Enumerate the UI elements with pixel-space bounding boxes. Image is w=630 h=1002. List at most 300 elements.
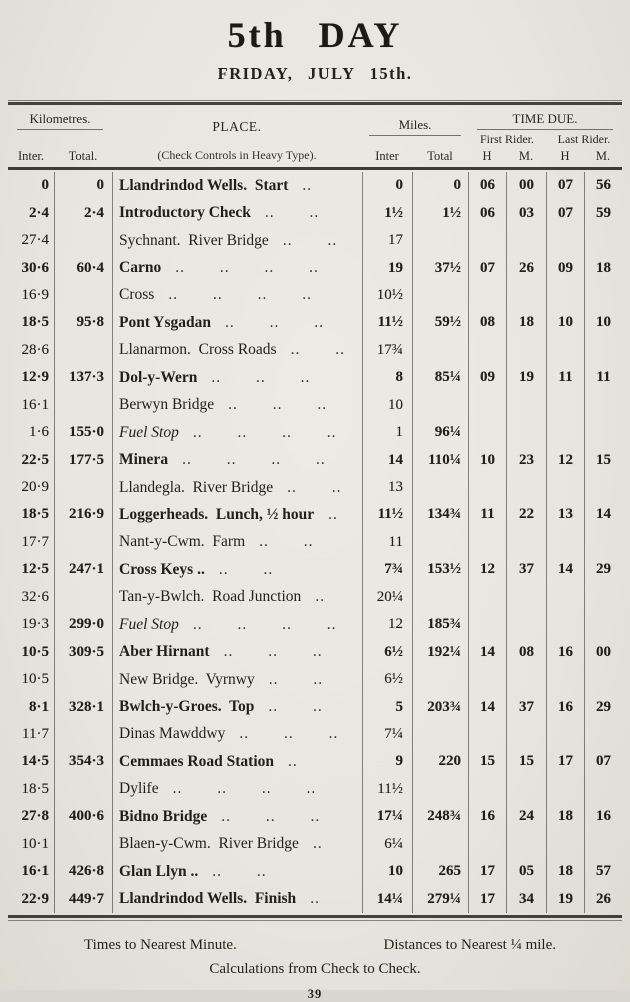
first-rider-hour-cell: 17	[468, 885, 506, 912]
km-total-cell: 177·5	[54, 446, 112, 473]
place-name: Bwlch-y-Groes. Top	[119, 698, 255, 716]
miles-inter-cell: 17¼	[362, 803, 412, 830]
header-km-inter: Inter.	[17, 149, 45, 163]
miles-total-cell: 1½	[412, 199, 468, 226]
last-rider-hour-cell: 19	[546, 885, 584, 912]
km-total-cell	[54, 227, 112, 254]
place-name: Sychnant. River Bridge	[119, 231, 269, 249]
leader-dots: .. ..	[287, 478, 342, 496]
km-inter-cell: 10·5	[21, 643, 49, 660]
miles-inter-cell: 7¾	[362, 556, 412, 583]
km-inter-cell: 12·5	[21, 561, 49, 578]
last-rider-minute-cell	[584, 776, 622, 803]
place-name: Carno	[119, 259, 162, 277]
km-inter-cell: 12·9	[21, 369, 49, 386]
last-rider-minute-cell	[584, 831, 622, 858]
km-inter-cell: 8·1	[28, 698, 49, 715]
leader-dots: .. .. ..	[225, 313, 325, 331]
leader-dots: ..	[288, 752, 298, 770]
last-rider-minute-cell	[584, 419, 622, 446]
place-name: Berwyn Bridge	[119, 396, 215, 414]
km-inter-cell: 27·4	[21, 232, 49, 249]
km-total-cell: 137·3	[54, 364, 112, 391]
last-rider-minute-cell: 26	[584, 885, 622, 912]
km-inter-cell: 17·7	[21, 533, 49, 550]
miles-inter-cell: 6½	[362, 666, 412, 693]
leader-dots: .. ..	[259, 533, 314, 551]
header-mi-inter: Inter	[375, 149, 399, 163]
first-rider-hour-cell: 10	[468, 446, 506, 473]
header-time-due: TIME DUE.	[512, 111, 578, 126]
last-rider-minute-cell: 18	[584, 254, 622, 281]
last-rider-hour-cell: 09	[546, 254, 584, 281]
leader-dots: .. ..	[212, 862, 267, 880]
last-rider-minute-cell	[584, 337, 622, 364]
place-cell	[112, 199, 362, 226]
leader-dots: .. .. .. ..	[172, 780, 317, 798]
header-place: PLACE.	[212, 119, 262, 134]
miles-total-cell	[412, 529, 468, 556]
first-rider-hour-cell	[468, 584, 506, 611]
place-cell	[112, 666, 362, 693]
place-cell	[112, 364, 362, 391]
place-name: Introductory Check	[119, 204, 251, 222]
km-total-cell	[54, 474, 112, 501]
last-rider-hour-cell	[546, 831, 584, 858]
km-inter-cell: 20·9	[21, 479, 49, 496]
km-inter-cell: 16·1	[21, 863, 49, 880]
table-row	[8, 254, 622, 281]
place-cell	[112, 556, 362, 583]
first-rider-minute-cell: 18	[506, 309, 546, 336]
last-rider-minute-cell	[584, 227, 622, 254]
km-total-cell	[54, 776, 112, 803]
miles-inter-cell: 17¾	[362, 337, 412, 364]
first-rider-hour-cell: 06	[468, 172, 506, 199]
table-row	[8, 392, 622, 419]
first-rider-minute-cell: 03	[506, 199, 546, 226]
last-rider-hour-cell: 16	[546, 638, 584, 665]
place-cell	[112, 529, 362, 556]
miles-total-cell: 85¼	[412, 364, 468, 391]
table-row	[8, 199, 622, 226]
km-total-cell: 155·0	[54, 419, 112, 446]
first-rider-minute-cell	[506, 337, 546, 364]
km-inter-cell: 19·3	[21, 616, 49, 633]
miles-inter-cell: 11½	[362, 776, 412, 803]
leader-dots: .. .. .. ..	[182, 451, 326, 469]
first-rider-minute-cell: 15	[506, 748, 546, 775]
first-rider-hour-cell: 07	[468, 254, 506, 281]
table-row	[8, 803, 622, 830]
header-mi-total: Total	[427, 149, 453, 163]
first-rider-minute-cell: 00	[506, 172, 546, 199]
km-inter-cell: 18·5	[21, 314, 49, 331]
header-kilometres-group	[8, 105, 112, 167]
first-rider-minute-cell	[506, 474, 546, 501]
first-rider-minute-cell: 37	[506, 693, 546, 720]
table-row	[8, 748, 622, 775]
header-km-total: Total.	[68, 149, 98, 163]
header-first-rider-m: M.	[518, 149, 534, 163]
leader-dots: .. ..	[264, 204, 320, 222]
last-rider-hour-cell: 18	[546, 858, 584, 885]
leader-dots: .. .. ..	[239, 725, 339, 743]
miles-total-cell: 192¼	[412, 638, 468, 665]
miles-total-cell	[412, 721, 468, 748]
km-total-cell: 247·1	[54, 556, 112, 583]
last-rider-hour-cell: 17	[546, 748, 584, 775]
first-rider-hour-cell: 15	[468, 748, 506, 775]
last-rider-minute-cell: 15	[584, 446, 622, 473]
table-bottom-rule	[8, 915, 622, 921]
first-rider-hour-cell: 14	[468, 693, 506, 720]
miles-total-cell	[412, 337, 468, 364]
leader-dots: .. .. ..	[211, 368, 311, 386]
km-total-cell: 95·8	[54, 309, 112, 336]
last-rider-minute-cell	[584, 611, 622, 638]
place-name: Cross	[119, 286, 155, 304]
place-name: Cross Keys ..	[119, 560, 205, 578]
km-total-cell: 309·5	[54, 638, 112, 665]
place-cell	[112, 172, 362, 199]
last-rider-hour-cell: 11	[546, 364, 584, 391]
last-rider-minute-cell	[584, 721, 622, 748]
miles-inter-cell: 8	[362, 364, 412, 391]
table-body	[0, 170, 630, 913]
miles-inter-cell: 19	[362, 254, 412, 281]
first-rider-hour-cell	[468, 419, 506, 446]
miles-inter-cell: 6¼	[362, 831, 412, 858]
first-rider-hour-cell: 17	[468, 858, 506, 885]
km-inter-cell: 11·7	[22, 725, 49, 742]
first-rider-minute-cell: 23	[506, 446, 546, 473]
last-rider-minute-cell: 57	[584, 858, 622, 885]
last-rider-hour-cell	[546, 584, 584, 611]
place-cell	[112, 611, 362, 638]
first-rider-hour-cell	[468, 721, 506, 748]
last-rider-hour-cell	[546, 282, 584, 309]
km-inter-cell: 22·5	[21, 451, 49, 468]
last-rider-hour-cell: 13	[546, 501, 584, 528]
last-rider-minute-cell: 00	[584, 638, 622, 665]
first-rider-minute-cell: 22	[506, 501, 546, 528]
first-rider-hour-cell: 08	[468, 309, 506, 336]
first-rider-minute-cell	[506, 776, 546, 803]
header-first-rider-h: H	[482, 149, 492, 163]
miles-total-cell: 265	[412, 858, 468, 885]
miles-total-cell	[412, 776, 468, 803]
first-rider-hour-cell: 12	[468, 556, 506, 583]
last-rider-minute-cell: 11	[584, 364, 622, 391]
place-name: Blaen-y-Cwm. River Bridge	[119, 835, 299, 853]
leader-dots: ..	[312, 835, 323, 853]
place-cell	[112, 858, 362, 885]
miles-total-cell	[412, 584, 468, 611]
page-number: 39	[307, 986, 323, 1001]
last-rider-minute-cell	[584, 666, 622, 693]
table-row	[8, 693, 622, 720]
first-rider-minute-cell	[506, 419, 546, 446]
place-cell	[112, 254, 362, 281]
table-row	[8, 364, 622, 391]
leader-dots: .. .. .. ..	[168, 286, 312, 304]
miles-inter-cell: 7¼	[362, 721, 412, 748]
header-last-rider-m: M.	[595, 149, 611, 163]
first-rider-minute-cell: 19	[506, 364, 546, 391]
place-cell	[112, 748, 362, 775]
place-name: Fuel Stop	[119, 615, 179, 633]
place-name: Llandrindod Wells. Start	[119, 176, 289, 194]
table-row	[8, 309, 622, 336]
last-rider-minute-cell	[584, 282, 622, 309]
place-cell	[112, 776, 362, 803]
leader-dots: ..	[310, 890, 320, 908]
header-place-subnote: (Check Controls in Heavy Type).	[157, 148, 317, 162]
first-rider-hour-cell: 09	[468, 364, 506, 391]
km-total-cell	[54, 666, 112, 693]
first-rider-hour-cell	[468, 392, 506, 419]
table-row	[8, 831, 622, 858]
place-cell	[112, 337, 362, 364]
miles-total-cell	[412, 831, 468, 858]
km-total-cell	[54, 584, 112, 611]
miles-total-cell	[412, 282, 468, 309]
table-row	[8, 556, 622, 583]
miles-inter-cell: 10	[362, 392, 412, 419]
miles-total-cell: 96¼	[412, 419, 468, 446]
miles-inter-cell: 11½	[362, 501, 412, 528]
miles-inter-cell: 11	[362, 529, 412, 556]
miles-total-cell	[412, 474, 468, 501]
miles-total-cell: 0	[412, 172, 468, 199]
place-cell	[112, 721, 362, 748]
miles-inter-cell: 12	[362, 611, 412, 638]
km-total-cell	[54, 831, 112, 858]
leader-dots: .. ..	[268, 698, 323, 716]
last-rider-minute-cell: 07	[584, 748, 622, 775]
last-rider-hour-cell: 16	[546, 693, 584, 720]
first-rider-minute-cell	[506, 282, 546, 309]
place-name: Dylife	[119, 780, 159, 798]
last-rider-hour-cell: 07	[546, 199, 584, 226]
km-inter-cell: 28·6	[21, 341, 49, 358]
place-name: Fuel Stop	[119, 423, 179, 441]
km-total-cell	[54, 282, 112, 309]
table-row	[8, 666, 622, 693]
km-inter-cell: 1·6	[29, 424, 49, 441]
km-total-cell: 426·8	[54, 858, 112, 885]
table-row	[8, 529, 622, 556]
page-title: 5th DAY	[227, 15, 403, 55]
first-rider-hour-cell	[468, 282, 506, 309]
leader-dots: .. .. .. ..	[192, 423, 337, 441]
place-name: Loggerheads. Lunch, ½ hour	[119, 505, 315, 523]
place-name: Aber Hirnant	[119, 643, 210, 661]
last-rider-minute-cell: 29	[584, 556, 622, 583]
last-rider-hour-cell: 18	[546, 803, 584, 830]
place-cell	[112, 638, 362, 665]
km-inter-cell: 27·8	[21, 808, 49, 825]
place-cell	[112, 309, 362, 336]
first-rider-hour-cell	[468, 666, 506, 693]
table-row	[8, 337, 622, 364]
km-inter-cell: 16·1	[21, 396, 49, 413]
first-rider-minute-cell	[506, 721, 546, 748]
first-rider-minute-cell	[506, 227, 546, 254]
last-rider-hour-cell	[546, 611, 584, 638]
header-miles: Miles.	[398, 117, 432, 132]
place-cell	[112, 474, 362, 501]
miles-total-cell: 203¾	[412, 693, 468, 720]
header-kilometres: Kilometres.	[29, 111, 91, 126]
place-cell	[112, 803, 362, 830]
first-rider-minute-cell	[506, 584, 546, 611]
first-rider-minute-cell: 24	[506, 803, 546, 830]
last-rider-minute-cell: 10	[584, 309, 622, 336]
miles-inter-cell: 10½	[362, 282, 412, 309]
miles-inter-cell: 5	[362, 693, 412, 720]
header-last-rider: Last Rider.	[557, 132, 611, 146]
table-row	[8, 227, 622, 254]
miles-inter-cell: 14	[362, 446, 412, 473]
place-cell	[112, 392, 362, 419]
first-rider-hour-cell: 06	[468, 199, 506, 226]
last-rider-hour-cell: 14	[546, 556, 584, 583]
place-cell	[112, 831, 362, 858]
miles-total-cell: 110¼	[412, 446, 468, 473]
place-name: Glan Llyn ..	[119, 862, 199, 880]
place-cell	[112, 419, 362, 446]
first-rider-minute-cell: 26	[506, 254, 546, 281]
km-total-cell: 449·7	[54, 885, 112, 912]
leader-dots: .. ..	[218, 560, 274, 578]
miles-inter-cell: 17	[362, 227, 412, 254]
km-inter-cell: 22·9	[21, 890, 49, 907]
place-cell	[112, 584, 362, 611]
km-total-cell	[54, 721, 112, 748]
km-total-cell: 2·4	[54, 199, 112, 226]
last-rider-hour-cell	[546, 721, 584, 748]
last-rider-hour-cell: 12	[546, 446, 584, 473]
miles-inter-cell: 0	[362, 172, 412, 199]
table-row	[8, 776, 622, 803]
km-inter-cell: 2·4	[28, 204, 49, 221]
table-row	[8, 584, 622, 611]
first-rider-minute-cell: 05	[506, 858, 546, 885]
last-rider-hour-cell	[546, 474, 584, 501]
miles-total-cell: 37½	[412, 254, 468, 281]
place-cell	[112, 282, 362, 309]
table-row	[8, 721, 622, 748]
miles-inter-cell: 20¼	[362, 584, 412, 611]
leader-dots: ..	[315, 588, 326, 606]
last-rider-hour-cell	[546, 337, 584, 364]
km-inter-cell: 10·1	[21, 835, 49, 852]
miles-total-cell: 248¾	[412, 803, 468, 830]
km-inter-cell: 16·9	[21, 286, 49, 303]
last-rider-hour-cell	[546, 392, 584, 419]
last-rider-minute-cell: 56	[584, 172, 622, 199]
first-rider-hour-cell	[468, 474, 506, 501]
leader-dots: .. .. .. ..	[175, 259, 319, 277]
first-rider-minute-cell: 37	[506, 556, 546, 583]
last-rider-minute-cell: 16	[584, 803, 622, 830]
km-total-cell: 299·0	[54, 611, 112, 638]
place-name: New Bridge. Vyrnwy	[119, 670, 255, 688]
km-inter-cell: 32·6	[21, 588, 49, 605]
last-rider-minute-cell	[584, 529, 622, 556]
place-name: Llandegla. River Bridge	[119, 478, 274, 496]
place-name: Llandrindod Wells. Finish	[119, 890, 297, 908]
km-total-cell: 328·1	[54, 693, 112, 720]
miles-inter-cell: 13	[362, 474, 412, 501]
table-row	[8, 638, 622, 665]
km-total-cell: 0	[54, 172, 112, 199]
km-inter-cell: 30·6	[21, 259, 49, 276]
miles-inter-cell: 14¼	[362, 885, 412, 912]
leader-dots: .. ..	[282, 231, 338, 249]
table-row	[8, 858, 622, 885]
first-rider-hour-cell: 11	[468, 501, 506, 528]
place-name: Pont Ysgadan	[119, 313, 212, 331]
last-rider-minute-cell: 14	[584, 501, 622, 528]
last-rider-minute-cell: 59	[584, 199, 622, 226]
table-row	[8, 172, 622, 199]
miles-total-cell: 185¾	[412, 611, 468, 638]
place-name: Dol-y-Wern	[119, 368, 198, 386]
first-rider-hour-cell	[468, 529, 506, 556]
miles-inter-cell: 11½	[362, 309, 412, 336]
first-rider-hour-cell	[468, 337, 506, 364]
first-rider-minute-cell	[506, 831, 546, 858]
km-inter-cell: 14·5	[21, 753, 49, 770]
footnote-times: Times to Nearest Minute.	[84, 936, 237, 953]
miles-inter-cell: 9	[362, 748, 412, 775]
leader-dots: .. ..	[290, 341, 345, 359]
table-row	[8, 419, 622, 446]
last-rider-hour-cell: 10	[546, 309, 584, 336]
km-total-cell: 400·6	[54, 803, 112, 830]
header-first-rider: First Rider.	[479, 132, 534, 146]
place-cell	[112, 693, 362, 720]
first-rider-minute-cell: 34	[506, 885, 546, 912]
footnote-calculations: Calculations from Check to Check.	[209, 960, 421, 977]
page-subtitle: FRIDAY, JULY 15th.	[217, 64, 413, 83]
miles-inter-cell: 6½	[362, 638, 412, 665]
first-rider-hour-cell: 14	[468, 638, 506, 665]
leader-dots: .. .. .. ..	[192, 615, 337, 633]
km-total-cell: 216·9	[54, 501, 112, 528]
footnotes	[0, 937, 630, 978]
leader-dots: ..	[302, 176, 313, 194]
first-rider-hour-cell: 16	[468, 803, 506, 830]
table-row	[8, 282, 622, 309]
last-rider-hour-cell: 07	[546, 172, 584, 199]
first-rider-minute-cell: 08	[506, 638, 546, 665]
table-row	[8, 446, 622, 473]
header-place-group	[112, 105, 362, 167]
miles-total-cell	[412, 666, 468, 693]
miles-total-cell: 59½	[412, 309, 468, 336]
header-last-rider-h: H	[560, 149, 570, 163]
miles-total-cell: 279¼	[412, 885, 468, 912]
first-rider-hour-cell	[468, 831, 506, 858]
miles-underline	[369, 135, 461, 136]
place-cell	[112, 446, 362, 473]
table-row	[8, 474, 622, 501]
first-rider-hour-cell	[468, 227, 506, 254]
